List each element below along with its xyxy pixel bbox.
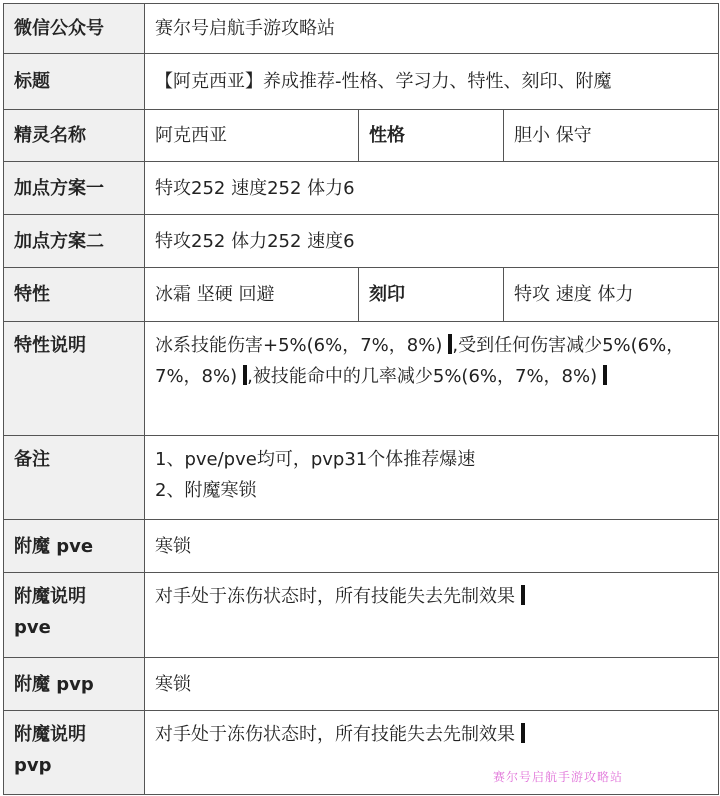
row-title [4, 54, 719, 110]
trait-desc-part3: ,被技能命中的几率减少5%(6%，7%，8%) [247, 366, 598, 387]
key-enchant-desc-pve-line1: 附魔说明 [14, 586, 86, 607]
value-enchant-desc-pve [145, 573, 719, 658]
value-enchant-pve: 寒锁 [145, 520, 719, 573]
value-imprint: 特攻 速度 体力 [504, 268, 719, 322]
trait-desc-part2: ,受到任何伤害减少5%(6%，7%，8%) [155, 335, 685, 387]
row-enchant-pve [4, 520, 719, 573]
value-trait-desc [145, 322, 719, 436]
row-account [4, 4, 719, 54]
key-title: 标题 [4, 54, 145, 110]
remark-line-1: 1、pve/pve均可，pvp31个体推荐爆速 [155, 449, 476, 470]
row-plan1 [4, 162, 719, 215]
key-remark: 备注 [4, 436, 145, 520]
key-imprint: 刻印 [359, 268, 504, 322]
enchant-desc-pve-text: 对手处于冻伤状态时，所有技能失去先制效果 [155, 586, 515, 607]
key-enchant-desc-pve-line2: pve [14, 617, 51, 638]
value-spirit: 阿克西亚 [145, 110, 359, 162]
key-plan1: 加点方案一 [4, 162, 145, 215]
key-trait: 特性 [4, 268, 145, 322]
row-enchant-desc-pve [4, 573, 719, 658]
enchant-desc-pvp-text: 对手处于冻伤状态时，所有技能失去先制效果 [155, 724, 515, 745]
row-spirit [4, 110, 719, 162]
value-remark [145, 436, 719, 520]
value-nature: 胆小 保守 [504, 110, 719, 162]
value-plan2: 特攻252 体力252 速度6 [145, 215, 719, 268]
remark-line-2: 2、附魔寒锁 [155, 480, 257, 501]
key-enchant-pvp: 附魔 pvp [4, 658, 145, 711]
key-spirit: 精灵名称 [4, 110, 145, 162]
value-enchant-desc-pvp [145, 711, 719, 795]
key-nature: 性格 [359, 110, 504, 162]
cursor-mark-icon [521, 585, 525, 605]
row-enchant-pvp [4, 658, 719, 711]
trait-desc-part1: 冰系技能伤害+5%(6%，7%，8%) [155, 335, 443, 356]
key-enchant-desc-pvp-line2: pvp [14, 755, 52, 776]
value-title: 【阿克西亚】养成推荐-性格、学习力、特性、刻印、附魔 [145, 54, 719, 110]
value-enchant-pvp: 寒锁 [145, 658, 719, 711]
key-enchant-desc-pvp [4, 711, 145, 795]
key-enchant-desc-pvp-line1: 附魔说明 [14, 724, 86, 745]
row-plan2 [4, 215, 719, 268]
value-plan1: 特攻252 速度252 体力6 [145, 162, 719, 215]
key-trait-desc: 特性说明 [4, 322, 145, 436]
cursor-mark-icon [521, 723, 525, 743]
key-enchant-pve: 附魔 pve [4, 520, 145, 573]
row-trait [4, 268, 719, 322]
row-remark [4, 436, 719, 520]
value-trait: 冰霜 坚硬 回避 [145, 268, 359, 322]
watermark: 赛尔号启航手游攻略站 [493, 770, 624, 784]
info-table [3, 3, 719, 795]
row-trait-desc [4, 322, 719, 436]
key-plan2: 加点方案二 [4, 215, 145, 268]
key-account: 微信公众号 [4, 4, 145, 54]
value-account: 赛尔号启航手游攻略站 [145, 4, 719, 54]
key-enchant-desc-pve [4, 573, 145, 658]
cursor-mark-icon [603, 365, 607, 385]
